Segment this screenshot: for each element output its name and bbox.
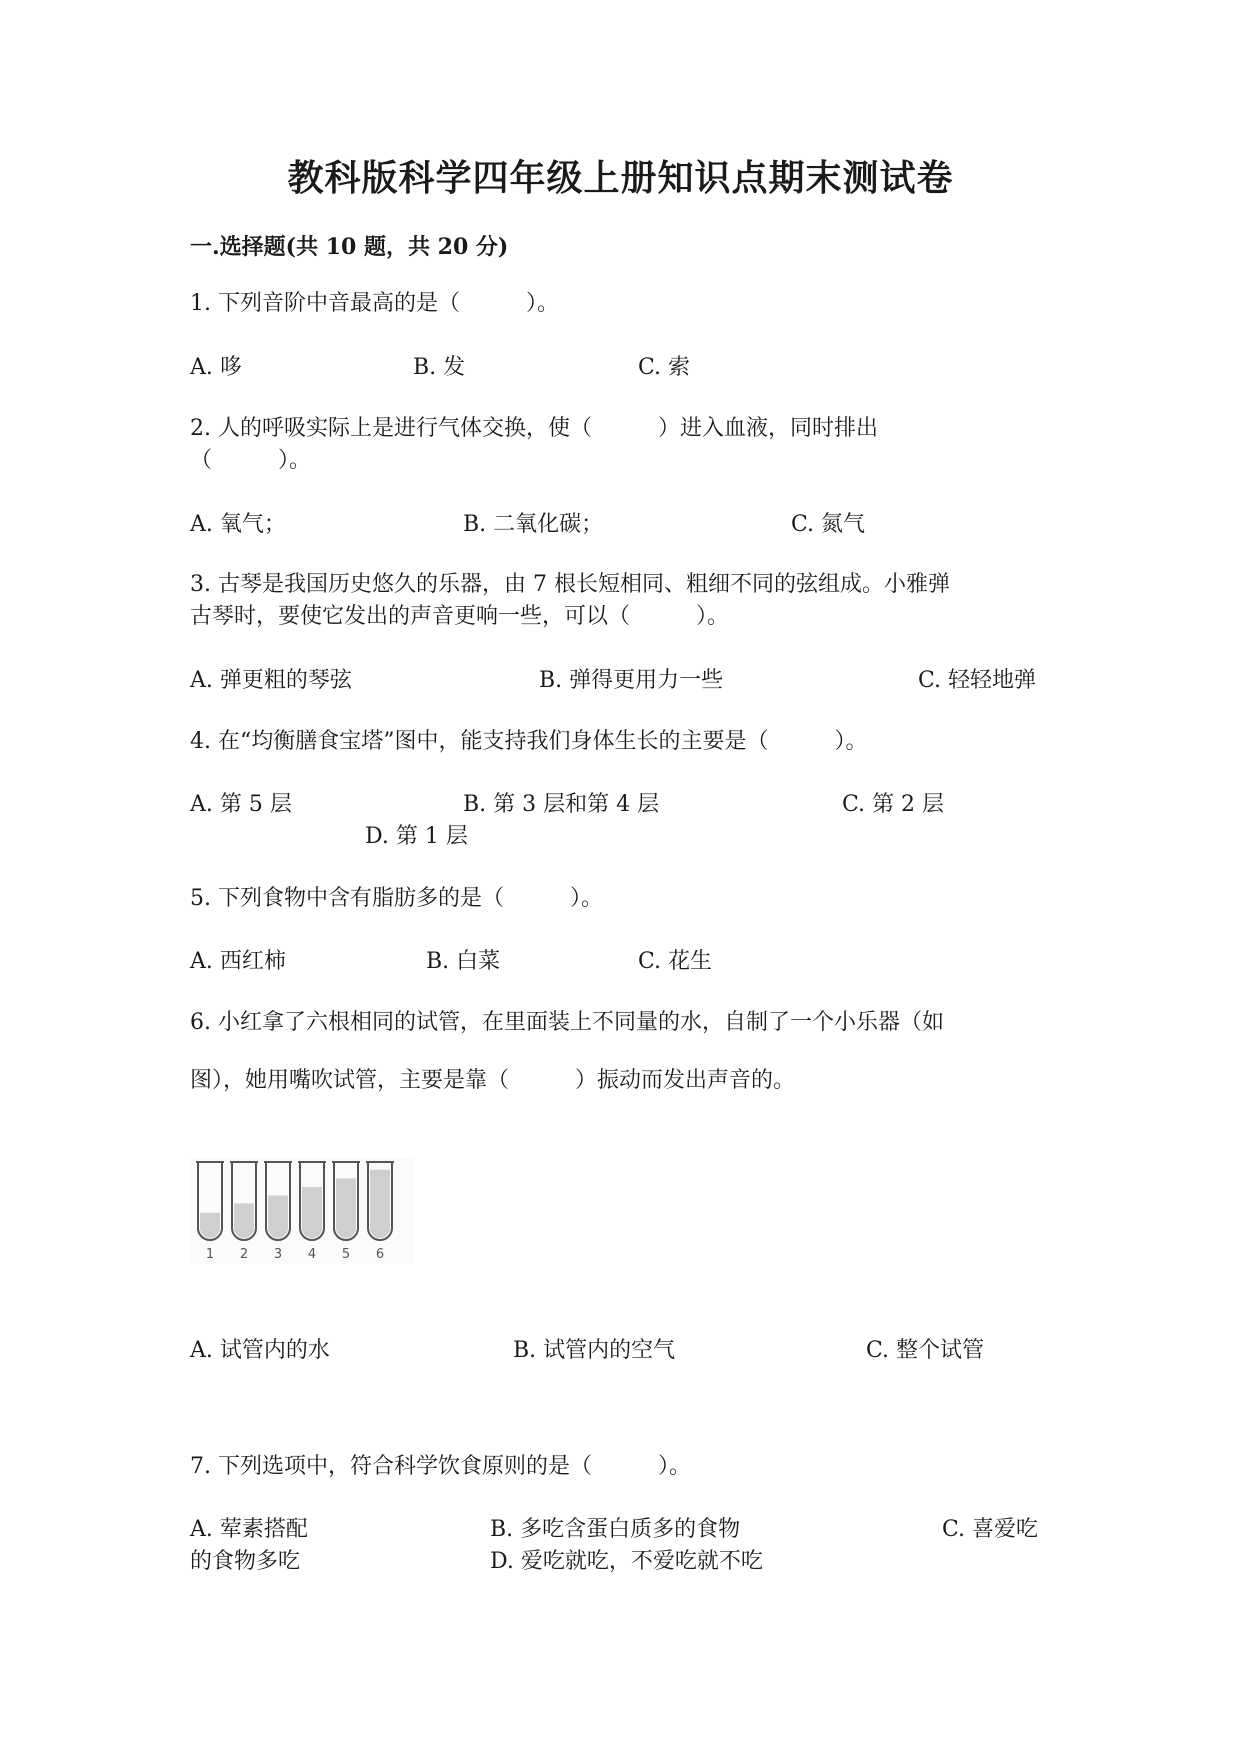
question-7-stem: 7. 下列选项中，符合科学饮食原则的是（ ）。 (190, 1454, 691, 1479)
question-7-option-a[interactable]: A. 荤素搭配 (190, 1517, 308, 1542)
question-1-option-b[interactable]: B. 发 (413, 355, 466, 380)
tube-water (268, 1196, 288, 1238)
question-6-stem-line2: 图），她用嘴吹试管，主要是靠（ ）振动而发出声音的。 (190, 1068, 796, 1093)
question-4-option-d[interactable]: D. 第 1 层 (365, 824, 468, 849)
question-7-option-c-continued[interactable]: 的食物多吃 (190, 1549, 301, 1574)
tube-label: 1 (205, 1247, 215, 1262)
tube-water (336, 1178, 356, 1238)
tube-label: 3 (273, 1247, 283, 1262)
tube-water (302, 1187, 322, 1238)
question-1-stem: 1. 下列音阶中音最高的是（ ）。 (190, 291, 559, 316)
question-5-stem: 5. 下列食物中含有脂肪多的是（ ）。 (190, 886, 603, 911)
question-4-option-c[interactable]: C. 第 2 层 (842, 792, 945, 817)
question-6-option-c[interactable]: C. 整个试管 (866, 1338, 985, 1363)
question-7-option-d[interactable]: D. 爱吃就吃，不爱吃就不吃 (490, 1549, 763, 1574)
question-3-stem-line1: 3. 古琴是我国历史悠久的乐器，由 7 根长短相同、粗细不同的弦组成。小雅弹 (190, 572, 950, 597)
question-2-stem-line1: 2. 人的呼吸实际上是进行气体交换，使（ ）进入血液，同时排出 (190, 416, 878, 441)
question-2-option-b[interactable]: B. 二氧化碳； (463, 512, 604, 537)
question-1-option-c[interactable]: C. 索 (638, 355, 691, 380)
question-3-option-c[interactable]: C. 轻轻地弹 (918, 668, 1037, 693)
tube-label: 2 (239, 1247, 249, 1262)
question-2-stem-line2: （ ）。 (190, 448, 312, 473)
tube-water (234, 1203, 254, 1238)
question-4-option-a[interactable]: A. 第 5 层 (190, 792, 292, 817)
question-6-stem-line1: 6. 小红拿了六根相同的试管，在里面装上不同量的水，自制了一个小乐器（如 (190, 1010, 944, 1035)
question-4-option-b[interactable]: B. 第 3 层和第 4 层 (463, 792, 660, 817)
tube-label: 6 (375, 1247, 385, 1262)
question-7-option-c[interactable]: C. 喜爱吃 (942, 1517, 1039, 1542)
tube-label: 5 (341, 1247, 351, 1262)
question-3-option-a[interactable]: A. 弹更粗的琴弦 (190, 668, 352, 693)
question-3-stem-line2: 古琴时，要使它发出的声音更响一些，可以（ ）。 (190, 604, 730, 629)
page-title: 教科版科学四年级上册知识点期末测试卷 (287, 157, 954, 199)
test-tubes-figure (190, 1158, 414, 1264)
tube-label: 4 (307, 1247, 317, 1262)
tube-water (200, 1213, 220, 1238)
question-5-option-b[interactable]: B. 白菜 (426, 949, 501, 974)
tube-water (370, 1170, 390, 1238)
question-3-option-b[interactable]: B. 弹得更用力一些 (539, 668, 724, 693)
question-6-option-b[interactable]: B. 试管内的空气 (513, 1338, 676, 1363)
section-heading: 一.选择题(共 10 题，共 20 分) (190, 234, 509, 260)
question-1-option-a[interactable]: A. 哆 (190, 355, 242, 380)
question-2-option-a[interactable]: A. 氧气； (190, 512, 286, 537)
question-4-stem: 4. 在“均衡膳食宝塔”图中，能支持我们身体生长的主要是（ ）。 (190, 729, 868, 754)
question-5-option-c[interactable]: C. 花生 (638, 949, 713, 974)
question-2-option-c[interactable]: C. 氮气 (791, 512, 866, 537)
question-6-option-a[interactable]: A. 试管内的水 (190, 1338, 330, 1363)
question-5-option-a[interactable]: A. 西红柿 (190, 949, 286, 974)
question-7-option-b[interactable]: B. 多吃含蛋白质多的食物 (490, 1517, 741, 1542)
